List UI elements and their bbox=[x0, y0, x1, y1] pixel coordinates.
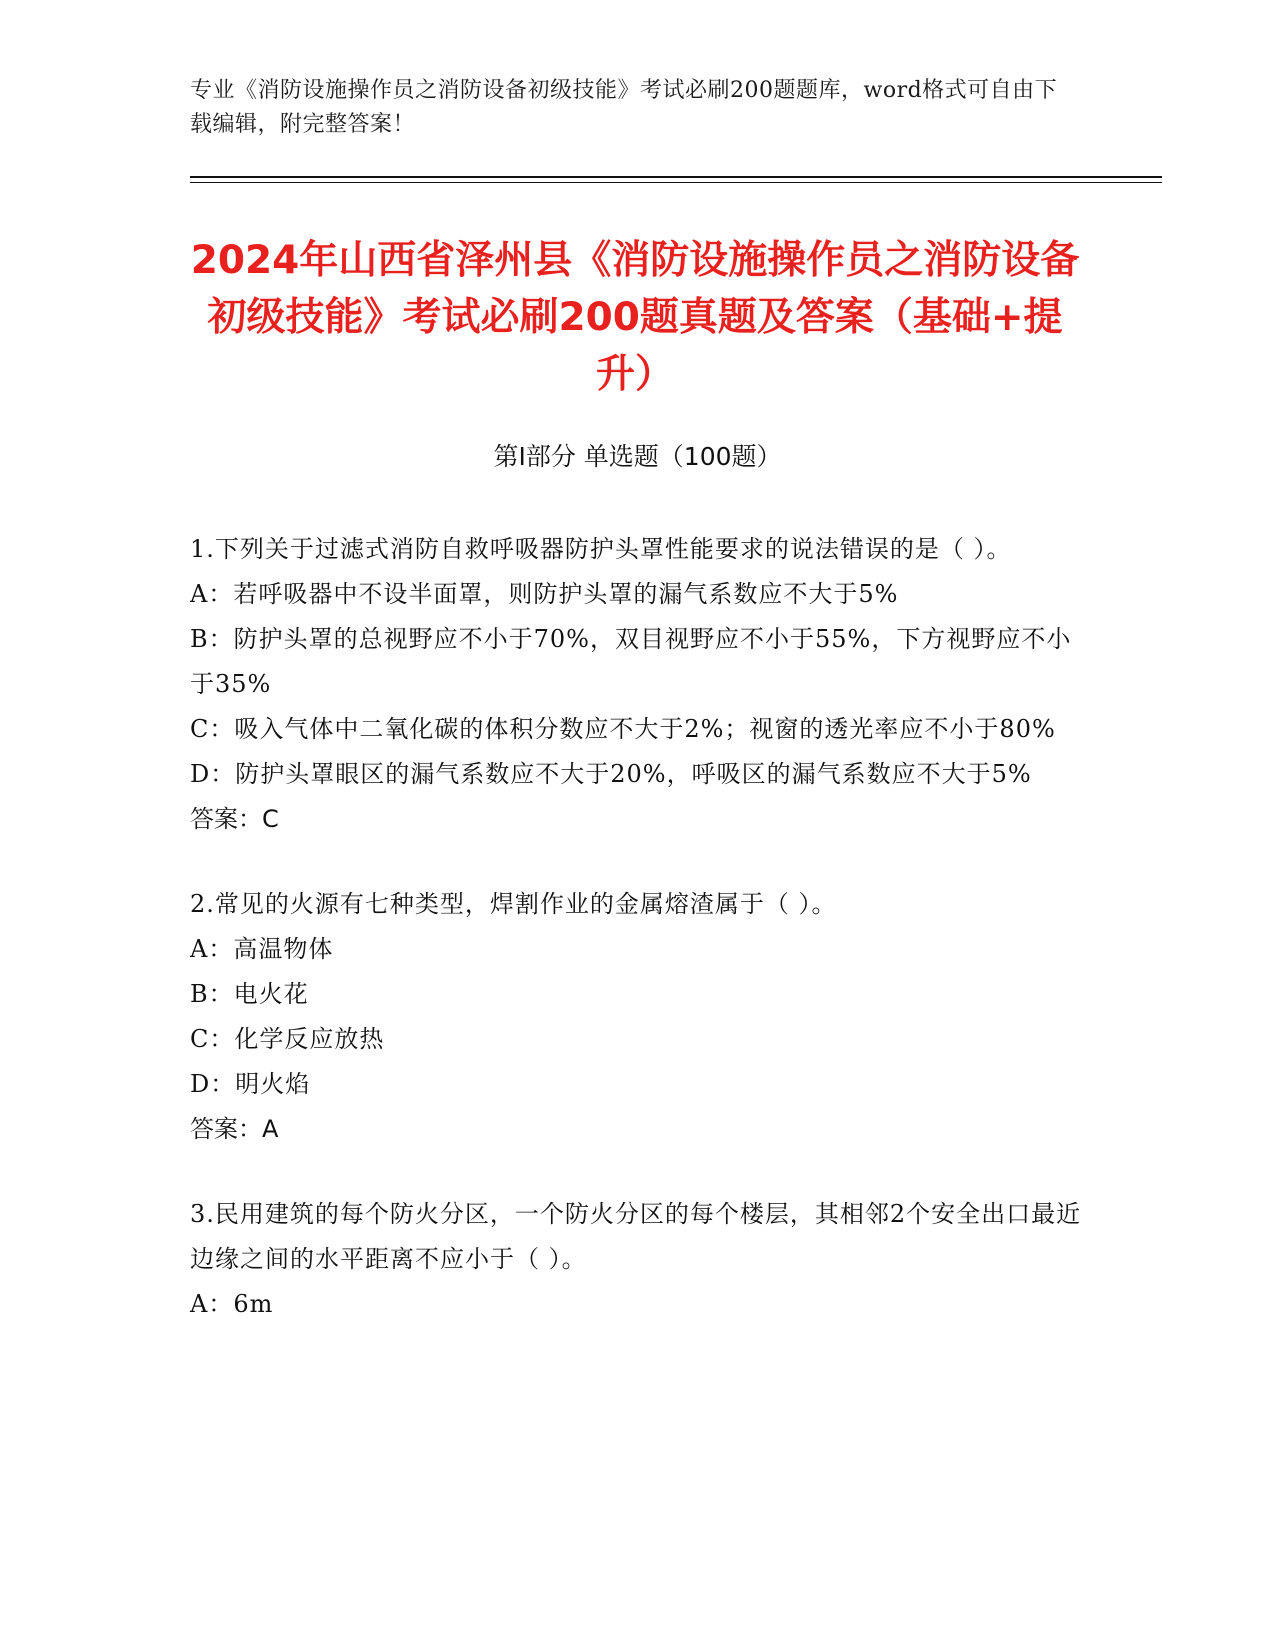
section-title: 第Ⅰ部分 单选题（100题） bbox=[493, 442, 782, 471]
option-d: D：防护头罩眼区的漏气系数应不大于20%，呼吸区的漏气系数应不大于5% bbox=[190, 760, 1032, 788]
option-a: A：若呼吸器中不设半面罩，则防护头罩的漏气系数应不大于5% bbox=[190, 580, 899, 608]
option-c: C：吸入气体中二氧化碳的体积分数应不大于2%；视窗的透光率应不小于80% bbox=[190, 715, 1056, 743]
header-divider-thick bbox=[190, 176, 1162, 178]
header-note: 专业《消防设施操作员之消防设备初级技能》考试必刷200题题库，word格式可自由下载编辑，附完整答案！ bbox=[190, 78, 1058, 137]
option-a: A：高温物体 bbox=[190, 935, 334, 963]
answer: 答案：A bbox=[190, 1115, 279, 1143]
question-stem: 1.下列关于过滤式消防自救呼吸器防护头罩性能要求的说法错误的是（ ）。 bbox=[190, 535, 1012, 563]
question-list bbox=[190, 527, 1090, 1367]
question-2 bbox=[190, 882, 1090, 1152]
document-title: 2024年山西省泽州县《消防设施操作员之消防设备初级技能》考试必刷200题真题及答案（基础+提升） bbox=[190, 238, 1080, 397]
question-stem: 2.常见的火源有七种类型，焊割作业的金属熔渣属于（ ）。 bbox=[190, 890, 837, 918]
question-stem: 3.民用建筑的每个防火分区，一个防火分区的每个楼层，其相邻2个安全出口最近边缘之间的水平距离不应小于（ ）。 bbox=[190, 1200, 1082, 1273]
question-3 bbox=[190, 1192, 1090, 1327]
option-a: A：6m bbox=[190, 1290, 274, 1318]
question-1 bbox=[190, 527, 1090, 842]
option-b: B：电火花 bbox=[190, 980, 309, 1008]
option-b: B：防护头罩的总视野应不小于70%，双目视野应不小于55%，下方视野应不小于35% bbox=[190, 625, 1072, 698]
header-divider-thin bbox=[190, 182, 1162, 183]
option-c: C：化学反应放热 bbox=[190, 1025, 385, 1053]
answer: 答案：C bbox=[190, 805, 279, 833]
option-d: D：明火焰 bbox=[190, 1070, 311, 1098]
